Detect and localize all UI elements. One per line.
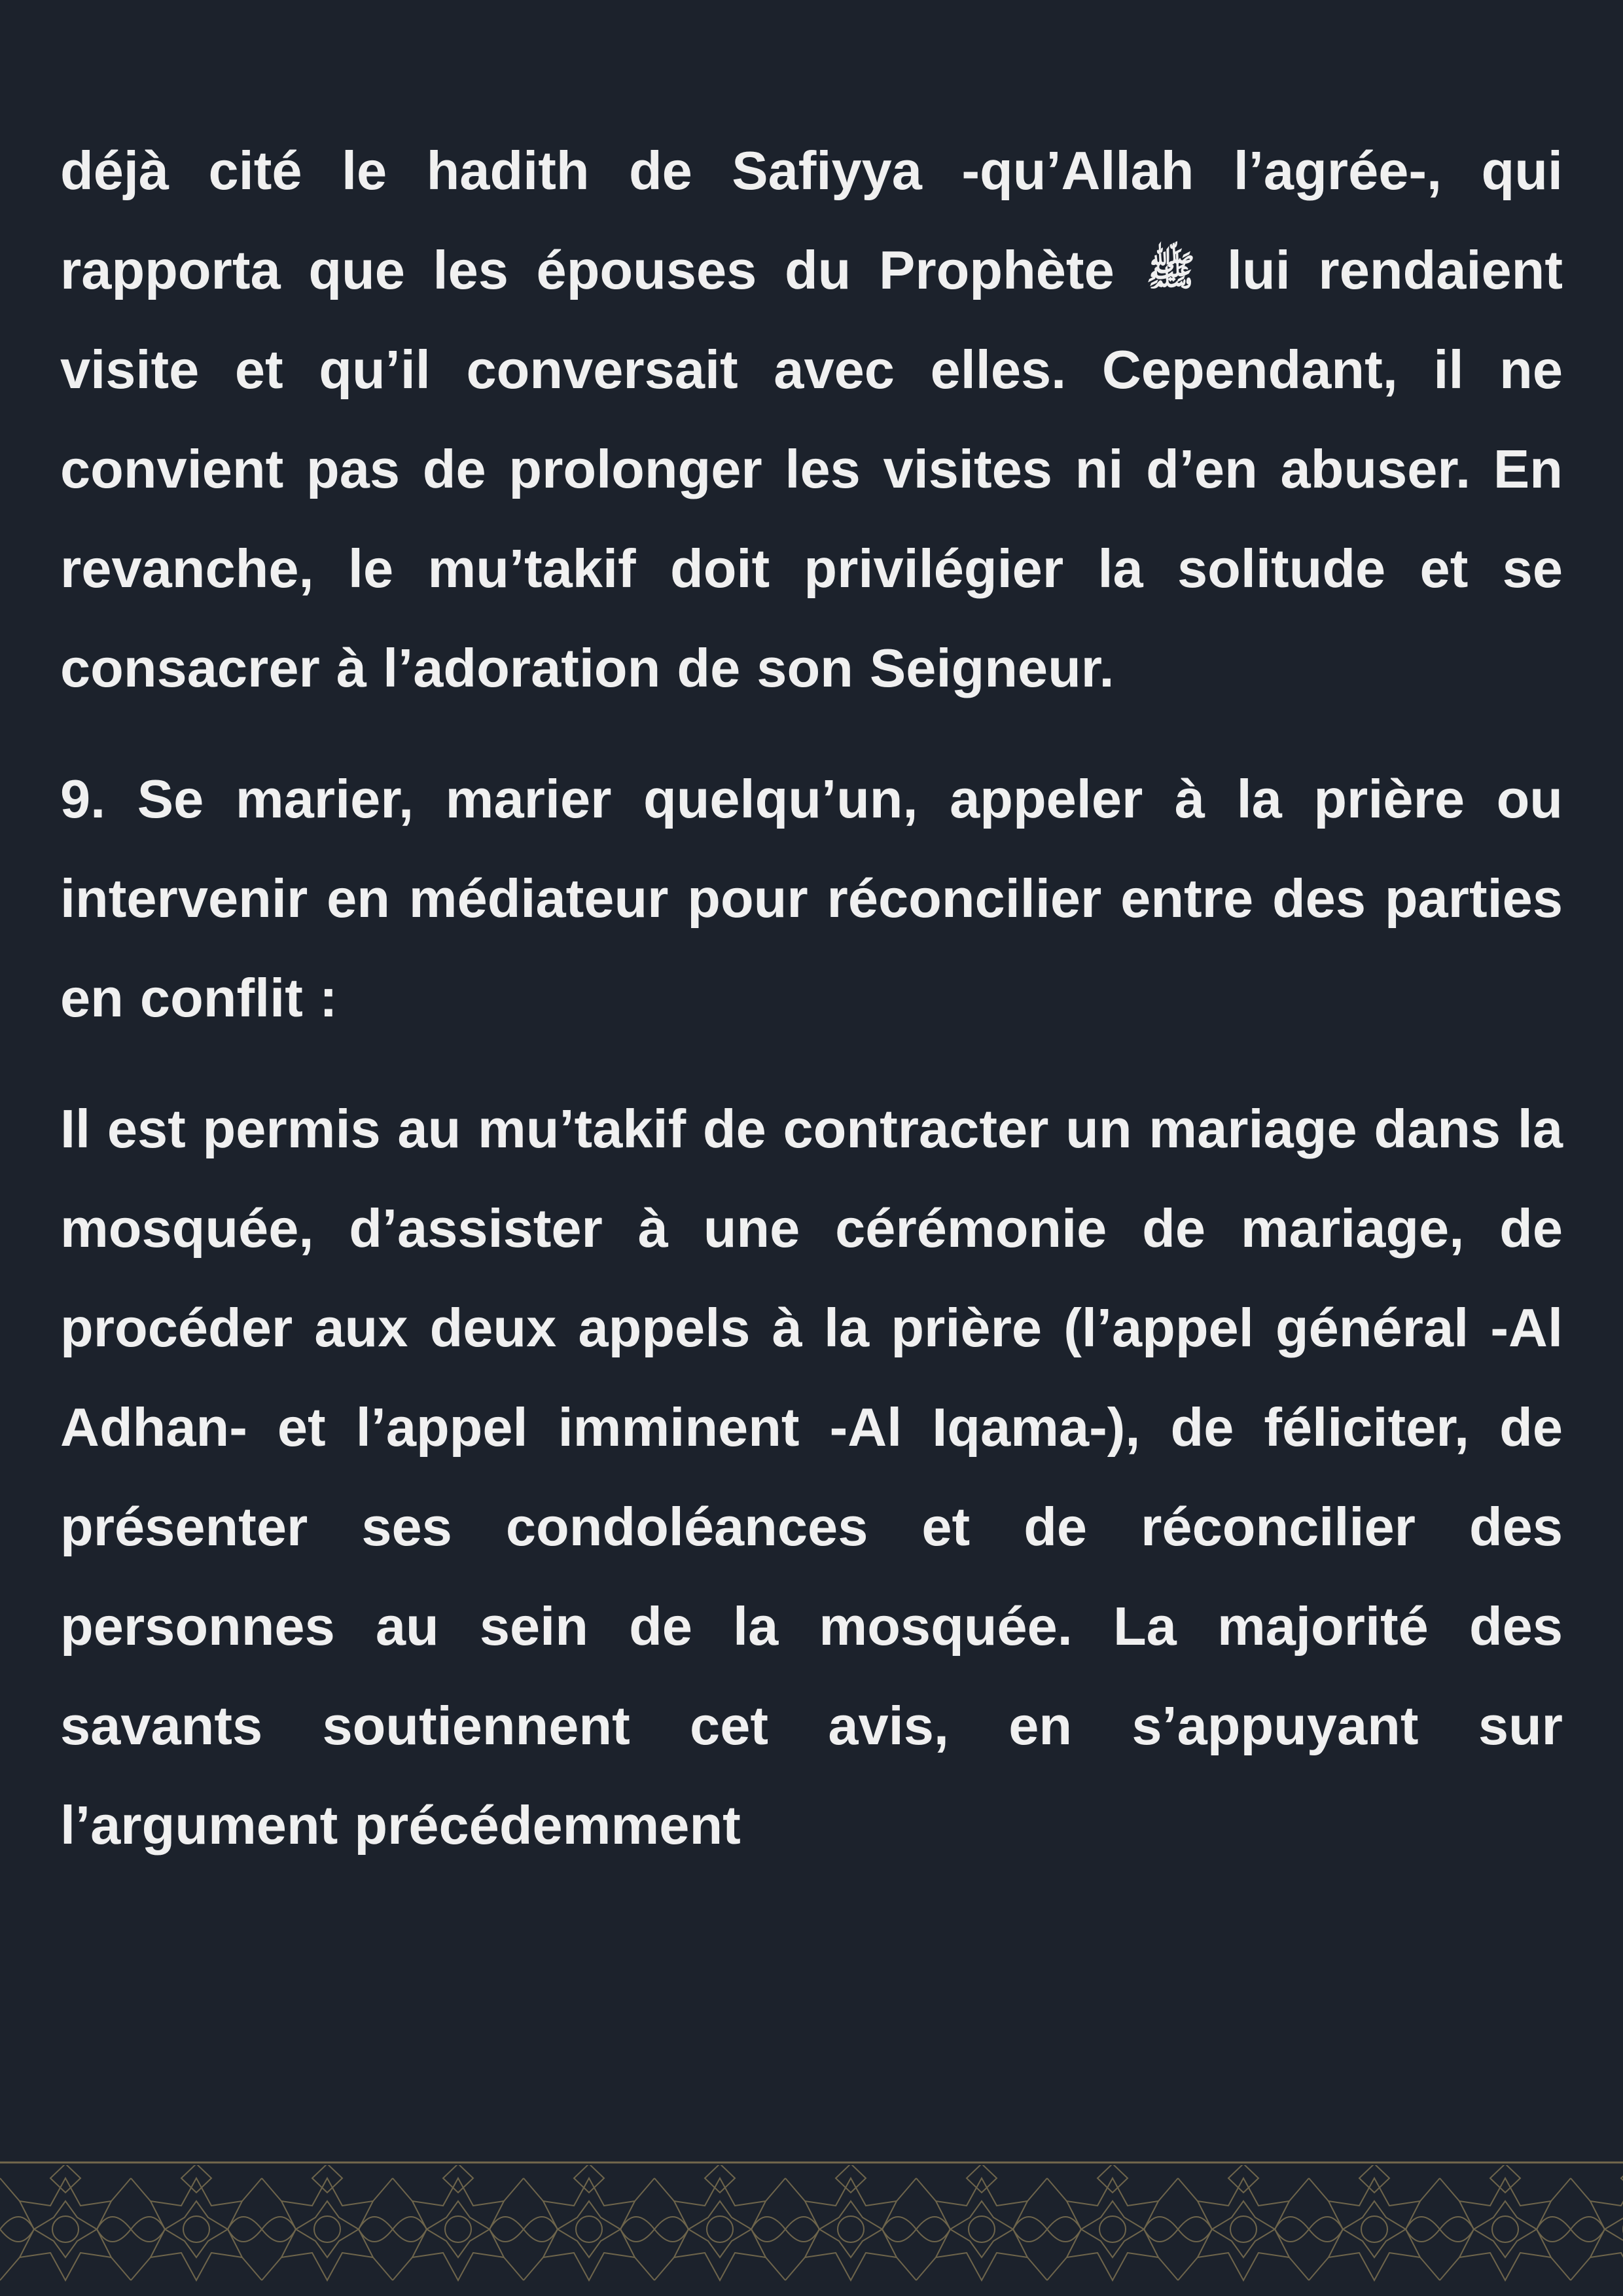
footer-ornament-border (0, 2160, 1623, 2296)
paragraph-text-after: lui rendaient visite et qu’il conversait avec elles. Cependant, il ne convient pas de prolonger les visites ni d’en abuser. En revanche, le mu’takif doit privilégier la solitude et se consacrer à l’adoration de son Seigneur. (60, 240, 1563, 698)
paragraph-marriage-permission: Il est permis au mu’takif de contracter un mariage dans la mosquée, d’assister à une cérémonie de mariage, de procéder aux deux appels à la prière (l’appel général -Al Adhan- et l’appel imminent -Al Iqama-), de féliciter, de présenter ses condoléances et de réconcilier des personnes au sein de la mosquée. La majorité des savants soutiennent cet avis, en s’appuyant sur l’argument précédemment (60, 1098, 1563, 1856)
geometric-star-pattern-icon (0, 2160, 1623, 2296)
honorific-glyph: ﷺ (1146, 249, 1196, 294)
paragraph-text-before: déjà cité le hadith de Safiyya -qu’Allah l’agrée-, qui rapporta que les épouses du Prophète (60, 140, 1563, 300)
paragraph-hadith-context (60, 121, 1563, 718)
section-heading-9: 9. Se marier, marier quelqu’un, appeler à la prière ou intervenir en médiateur pour réconcilier entre des parties en conflit : (60, 768, 1563, 1028)
body-text (60, 121, 1563, 1907)
